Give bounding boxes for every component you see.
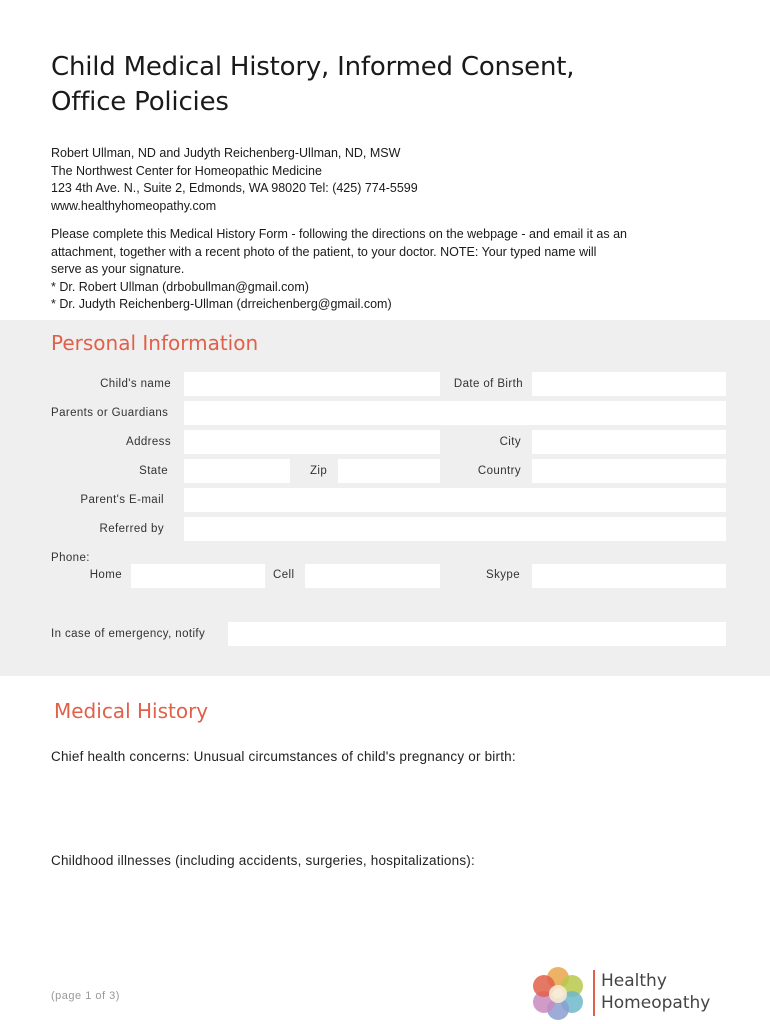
logo-wordmark (601, 970, 710, 1014)
chief-concerns-question: Chief health concerns: Unusual circumstances of child's pregnancy or birth: (51, 749, 516, 764)
doctor-email-judyth: * Dr. Judyth Reichenberg-Ullman (drreichenberg@gmail.com) (51, 297, 392, 311)
logo-divider (593, 970, 595, 1016)
medical-history-heading: Medical History (54, 699, 209, 723)
contact-doctors: Robert Ullman, ND and Judyth Reichenberg-Ullman, ND, MSW (51, 146, 401, 160)
emergency-label: In case of emergency, notify (51, 628, 206, 640)
address-field[interactable] (184, 430, 440, 454)
contact-center: The Northwest Center for Homeopathic Medicine (51, 163, 322, 178)
instruction-line: Please complete this Medical History Form - following the directions on the webpage - and email it as an (51, 227, 627, 241)
page-number: (page 1 of 3) (51, 990, 120, 1002)
skype-field[interactable] (532, 564, 726, 588)
doctor-email-bob: * Dr. Robert Ullman (drbobullman@gmail.com) (51, 279, 309, 294)
emergency-field[interactable] (228, 622, 726, 646)
cell-phone-label: Cell (273, 569, 295, 581)
personal-info-heading: Personal Information (51, 331, 259, 355)
zip-field[interactable] (338, 459, 440, 483)
date-of-birth-label: Date of Birth (453, 378, 523, 390)
home-phone-field[interactable] (131, 564, 265, 588)
parents-field[interactable] (184, 401, 726, 425)
contact-address: 123 4th Ave. N., Suite 2, Edmonds, WA 98020 Tel: (425) 774-5599 (51, 181, 418, 195)
childs-name-label: Child's name (100, 378, 171, 390)
instruction-line: attachment, together with a recent photo of the patient, to your doctor. NOTE: Your typed name will (51, 244, 597, 259)
date-of-birth-field[interactable] (532, 372, 726, 396)
cell-phone-field[interactable] (305, 564, 440, 588)
instruction-line: serve as your signature. (51, 262, 185, 276)
skype-label: Skype (486, 569, 520, 581)
referred-by-field[interactable] (184, 517, 726, 541)
state-label: State (139, 465, 168, 477)
city-field[interactable] (532, 430, 726, 454)
country-field[interactable] (532, 459, 726, 483)
home-phone-label: Home (89, 569, 122, 581)
logo-line-2: Homeopathy (601, 993, 711, 1013)
state-field[interactable] (184, 459, 290, 483)
email-label: Parent's E-mail (80, 494, 164, 506)
city-label: City (499, 436, 521, 448)
instructions-block (51, 226, 731, 314)
email-field[interactable] (184, 488, 726, 512)
contact-block (51, 145, 418, 215)
title-line-1: Child Medical History, Informed Consent, (51, 52, 575, 82)
parents-label: Parents or Guardians (51, 407, 169, 419)
childs-name-field[interactable] (184, 372, 440, 396)
contact-website: www.healthyhomeopathy.com (51, 198, 217, 213)
zip-label: Zip (310, 465, 328, 477)
country-label: Country (477, 465, 521, 477)
address-label: Address (126, 436, 171, 448)
logo-line-1: Healthy (601, 971, 667, 991)
healthy-homeopathy-logo (530, 966, 755, 1020)
referred-by-label: Referred by (99, 523, 164, 535)
logo-flower-icon (530, 966, 586, 1020)
childhood-illnesses-question: Childhood illnesses (including accidents, surgeries, hospitalizations): (51, 853, 475, 868)
phone-label: Phone: (51, 552, 90, 564)
title-line-2: Office Policies (51, 87, 229, 117)
document-title (51, 50, 731, 120)
